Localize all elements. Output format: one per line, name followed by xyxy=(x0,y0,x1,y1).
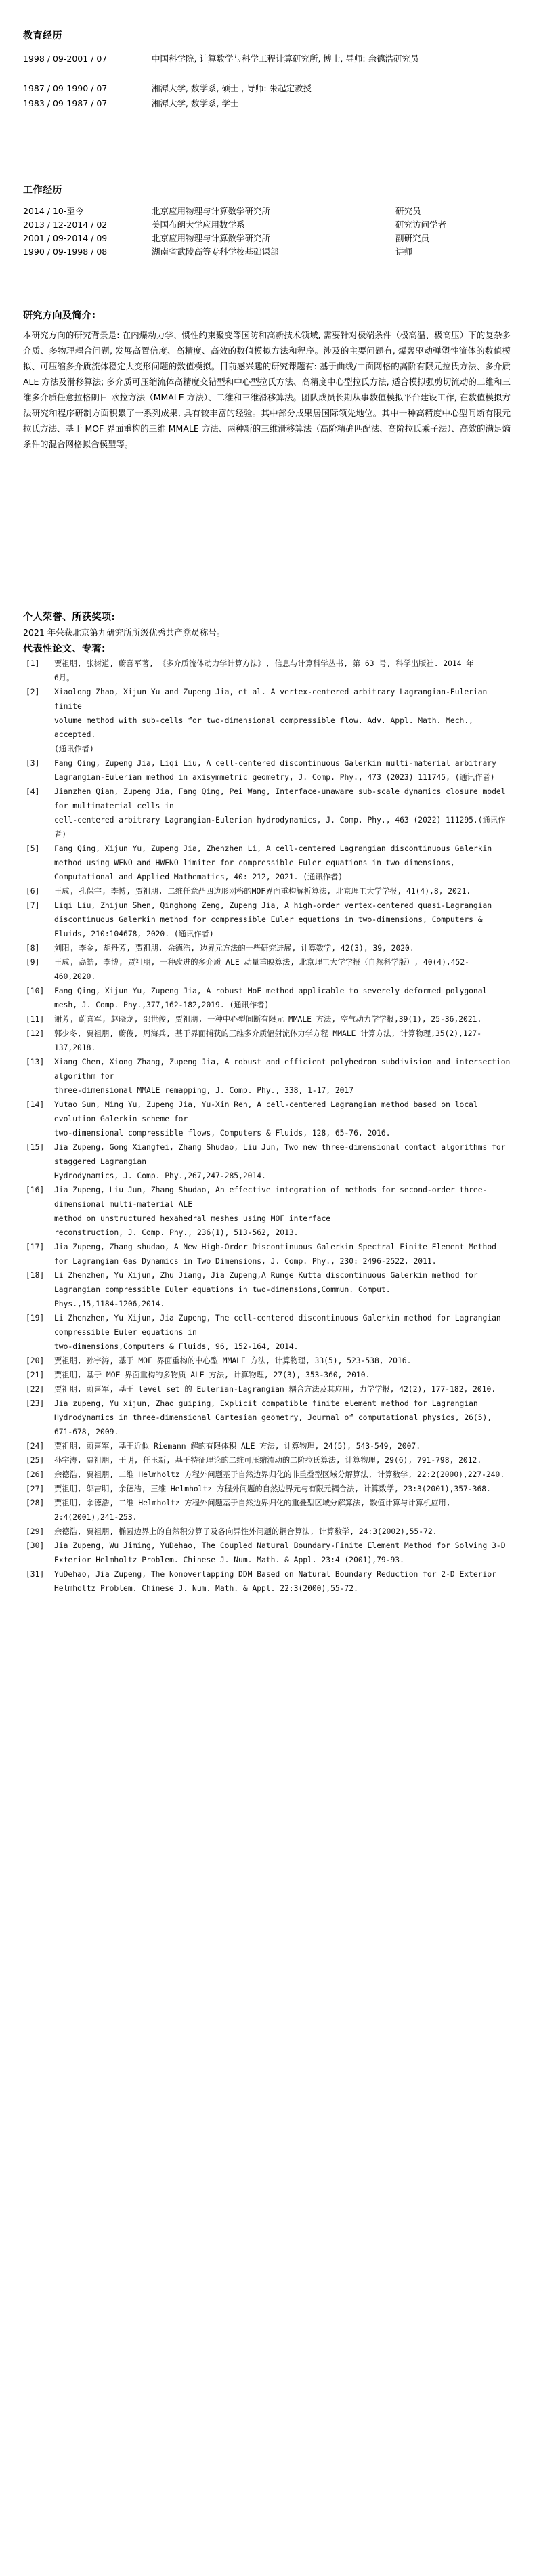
honors-section xyxy=(23,610,511,1596)
publication-text: 贾祖朋, 邬吉明, 余德浩, 三维 Helmholtz 方程外问题的自然边界元与有限元耦合法, 计算数学, 23:3(2001),357-368. xyxy=(54,1484,491,1493)
publication-item: [8] 刘阳, 李金, 胡丹芳, 贾祖朋, 余德浩, 边界元方法的一些研究进展, 计算数学, 42(3), 39, 2020. xyxy=(23,941,511,955)
publication-text: Fang Qing, Zupeng Jia, Liqi Liu, A cell-centered discontinuous Galerkin multi-material arbitrary Lagrangian-Eulerian method in axisymmetric geometry, J. Comp. Phy., 473 (2023) 111745, (通讯作者) xyxy=(54,759,501,782)
publication-item: [5] Fang Qing, Xijun Yu, Zupeng Jia, Zhenzhen Li, A cell-centered Lagrangian discontinuous Galerkin method using WENO and HWENO limiter for compressible Euler equations in two dimensions, Computational and Applied Mathematics, 40: 212, 2021. (通讯作者) xyxy=(23,842,511,884)
work-row xyxy=(23,232,511,245)
work-row xyxy=(23,205,511,218)
publication-text: 王成, 孔保宇, 李博, 贾祖朋, 二维任意凸四边形网格的MOF界面重构解析算法, 北京理工大学学报, 41(4),8, 2021. xyxy=(54,887,471,896)
publication-text: 贾祖朋, 蔚喜军, 基于 level set 的 Eulerian-Lagrangian 耦合方法及其应用, 力学学报, 42(2), 177-182, 2010. xyxy=(54,1385,496,1394)
publication-item: [2] Xiaolong Zhao, Xijun Yu and Zupeng Jia, et al. A vertex-centered arbitrary Lagrangian-Eulerian finite volume method with sub-cells for two-dimensional compressible flow. Adv. Appl. Math. Mech., accepted. (通讯作者) xyxy=(23,685,511,756)
publication-item: [11] 谢芳, 蔚喜军, 赵晓龙, 邵世俊, 贾祖朋, 一种中心型间断有限元 MMALE 方法, 空气动力学学报,39(1), 25-36,2021. xyxy=(23,1012,511,1026)
publication-item: [20] 贾祖朋, 孙宇涛, 基于 MOF 界面重构的中心型 MMALE 方法, 计算物理, 33(5), 523-538, 2016. xyxy=(23,1354,511,1368)
publication-text: Jia Zupeng, Liu Jun, Zhang Shudao, An effective integration of methods for second-order three-dimensional multi-material ALE method on unstructured hexahedral meshes using MOF interface reconstruction, J. Comp. Phy., 236(1), 513-562, 2013. xyxy=(54,1186,488,1237)
education-row xyxy=(23,51,511,81)
work-row xyxy=(23,245,511,259)
publication-item: [29] 余德浩, 贾祖朋, 椭圆边界上的自然积分算子及各向异性外问题的耦合算法, 计算数学, 24:3(2002),55-72. xyxy=(23,1524,511,1539)
publication-item: [1] 贾祖朋, 张树道, 蔚喜军著, 《多介质流体动力学计算方法》, 信息与计算科学丛书, 第 63 号, 科学出版社. 2014 年 6月。 xyxy=(23,657,511,685)
publication-text: Li Zhenzhen, Yu Xijun, Jia Zupeng, The cell-centered discontinuous Galerkin method for Lagrangian compressible Euler equations in two-dimensions,Computers & Fluids, 96, 152-164, 2014. xyxy=(54,1314,501,1351)
publication-text: 余德浩, 贾祖朋, 二维 Helmholtz 方程外问题基于自然边界归化的非重叠型区域分解算法, 计算数学, 22:2(2000),227-240. xyxy=(54,1470,505,1479)
work-date: 1990 / 09-1998 / 08 xyxy=(23,247,108,257)
work-org: 北京应用物理与计算数学研究所 xyxy=(152,233,271,243)
publication-item: [19] Li Zhenzhen, Yu Xijun, Jia Zupeng, The cell-centered discontinuous Galerkin method for Lagrangian compressible Euler equations in two-dimensions,Computers & Fluids, 96, 152-164, 2014. xyxy=(23,1311,511,1354)
publication-item: [7] Liqi Liu, Zhijun Shen, Qinghong Zeng, Zupeng Jia, A high-order vertex-centered quasi-Lagrangian discontinuous Galerkin method for compressible Euler equations in two-dimensions, Computers & Fluids, 210:104678, 2020. (通讯作者) xyxy=(23,898,511,941)
publication-text: 刘阳, 李金, 胡丹芳, 贾祖朋, 余德浩, 边界元方法的一些研究进展, 计算数学, 42(3), 39, 2020. xyxy=(54,944,414,953)
publication-text: 谢芳, 蔚喜军, 赵晓龙, 邵世俊, 贾祖朋, 一种中心型间断有限元 MMALE 方法, 空气动力学学报,39(1), 25-36,2021. xyxy=(54,1015,482,1024)
publication-text: Jia Zupeng, Wu Jiming, YuDehao, The Coupled Natural Boundary-Finite Element Method for Solving 3-D Exterior Helmholtz Problem. Chinese J. Num. Math. & Appl. 23:4 (2001),79-93. xyxy=(54,1541,511,1564)
publication-item: [31] YuDehao, Jia Zupeng, The Nonoverlapping DDM Based on Natural Boundary Reduction for 2-D Exterior Helmholtz Problem. Chinese J. Num. Math. & Appl. 22:3(2000),55-72. xyxy=(23,1567,511,1596)
publication-text: Jianzhen Qian, Zupeng Jia, Fang Qing, Pei Wang, Interface-unaware sub-scale dynamics closure model for multimaterial cells in cell-centered arbitrary Lagrangian-Eulerian hydrodynamics, J. Comp. Phy., 463 (2022) 111295.(通讯作者) xyxy=(54,787,506,839)
publication-item: [3] Fang Qing, Zupeng Jia, Liqi Liu, A cell-centered discontinuous Galerkin multi-material arbitrary Lagrangian-Eulerian method in axisymmetric geometry, J. Comp. Phy., 473 (2023) 111745, (通讯作者) xyxy=(23,756,511,785)
publication-text: 郭少冬, 贾祖朋, 蔚俊, 周海兵, 基于界面捕获的三维多介质辐射流体力学方程 MMALE 计算方法, 计算物理,35(2),127-137,2018. xyxy=(54,1029,482,1052)
publication-item: [21] 贾祖朋, 基于 MOF 界面重构的多物质 ALE 方法, 计算物理, 27(3), 353-360, 2010. xyxy=(23,1368,511,1382)
publication-item: [15] Jia Zupeng, Gong Xiangfei, Zhang Shudao, Liu Jun, Two new three-dimensional contact algorithms for staggered Lagrangian Hydrodynamics, J. Comp. Phy.,267,247-285,2014. xyxy=(23,1140,511,1183)
education-row xyxy=(23,96,511,111)
work-org: 湖南省武陵高等专科学校基础课部 xyxy=(152,247,279,257)
education-text: 中国科学院, 计算数学与科学工程计算研究所, 博士, 导师: 余德浩研究员 xyxy=(152,54,419,64)
publication-item: [23] Jia zupeng, Yu xijun, Zhao guiping, Explicit compatible finite element method for Lagrangian Hydrodynamics in three-dimensional Cartesian geometry, Journal of computational physics, 26(5), 671-678, 2009. xyxy=(23,1396,511,1439)
publication-item: [22] 贾祖朋, 蔚喜军, 基于 level set 的 Eulerian-Lagrangian 耦合方法及其应用, 力学学报, 42(2), 177-182, 2010. xyxy=(23,1382,511,1396)
education-row xyxy=(23,81,511,96)
publication-item: [12] 郭少冬, 贾祖朋, 蔚俊, 周海兵, 基于界面捕获的三维多介质辐射流体力学方程 MMALE 计算方法, 计算物理,35(2),127-137,2018. xyxy=(23,1026,511,1055)
work-date: 2013 / 12-2014 / 02 xyxy=(23,220,108,230)
publications-title: 代表性论文、专著: xyxy=(23,644,106,655)
publication-text: Yutao Sun, Ming Yu, Zupeng Jia, Yu-Xin Ren, A cell-centered Lagrangian method based on local evolution Galerkin scheme for two-dimensional compressible flows, Computers & Fluids, 128, 65-76, 2016. xyxy=(54,1100,478,1138)
publication-text: Jia Zupeng, Gong Xiangfei, Zhang Shudao, Liu Jun, Two new three-dimensional contact algorithms for staggered Lagrangian Hydrodynamics, J. Comp. Phy.,267,247-285,2014. xyxy=(54,1143,506,1180)
work-title: 工作经历 xyxy=(23,185,62,196)
work-role: 副研究员 xyxy=(395,233,430,243)
publication-item: [16] Jia Zupeng, Liu Jun, Zhang Shudao, An effective integration of methods for second-order three-dimensional multi-material ALE method on unstructured hexahedral meshes using MOF interface reconstruction, J. Comp. Phy., 236(1), 513-562, 2013. xyxy=(23,1183,511,1240)
publication-text: Liqi Liu, Zhijun Shen, Qinghong Zeng, Zupeng Jia, A high-order vertex-centered quasi-Lagrangian discontinuous Galerkin method for compressible Euler equations in two-dimensions, Computers & Fluids, 210:104678, 2020. (通讯作者) xyxy=(54,901,496,938)
publication-text: 王成, 高皓, 李博, 贾祖朋, 一种改进的多介质 ALE 动量重映算法, 北京理工大学学报（自然科学版）, 40(4),452-460,2020. xyxy=(54,958,469,981)
publication-item: [17] Jia Zupeng, Zhang shudao, A New High-Order Discontinuous Galerkin Spectral Finite Element Method for Lagrangian Gas Dynamics in Two Dimensions, J. Comp. Phy., 230: 2496-2522, 2011. xyxy=(23,1240,511,1268)
publication-text: 余德浩, 贾祖朋, 椭圆边界上的自然积分算子及各向异性外问题的耦合算法, 计算数学, 24:3(2002),55-72. xyxy=(54,1527,437,1536)
publication-text: Fang Qing, Xijun Yu, Zupeng Jia, Zhenzhen Li, A cell-centered Lagrangian discontinuous Galerkin method using WENO and HWENO limiter for compressible Euler equations in two dimensions, Computational and Applied Mathematics, 40: 212, 2021. (通讯作者) xyxy=(54,844,496,881)
publication-item: [6] 王成, 孔保宇, 李博, 贾祖朋, 二维任意凸四边形网格的MOF界面重构解析算法, 北京理工大学学报, 41(4),8, 2021. xyxy=(23,884,511,898)
publication-item: [24] 贾祖朋, 蔚喜军, 基于近似 Riemann 解的有限体积 ALE 方法, 计算物理, 24(5), 543-549, 2007. xyxy=(23,1439,511,1453)
publication-item: [10] Fang Qing, Xijun Yu, Zupeng Jia, A robust MoF method applicable to severely deformed polygonal mesh, J. Comp. Phy.,377,162-182,2019. (通讯作者) xyxy=(23,984,511,1012)
publication-item: [30] Jia Zupeng, Wu Jiming, YuDehao, The Coupled Natural Boundary-Finite Element Method for Solving 3-D Exterior Helmholtz Problem. Chinese J. Num. Math. & Appl. 23:4 (2001),79-93. xyxy=(23,1539,511,1567)
work-org: 北京应用物理与计算数学研究所 xyxy=(152,206,271,216)
research-section xyxy=(23,308,511,452)
work-role: 研究访问学者 xyxy=(395,220,447,230)
publication-item: [28] 贾祖朋, 余德浩, 二维 Helmholtz 方程外问题基于自然边界归化的重叠型区域分解算法, 数值计算与计算机应用, 2:4(2001),241-253. xyxy=(23,1496,511,1524)
work-date: 2001 / 09-2014 / 09 xyxy=(23,233,108,243)
publication-item: [9] 王成, 高皓, 李博, 贾祖朋, 一种改进的多介质 ALE 动量重映算法, 北京理工大学学报（自然科学版）, 40(4),452-460,2020. xyxy=(23,955,511,984)
work-section xyxy=(23,183,511,259)
work-role: 讲师 xyxy=(395,247,413,257)
publication-item: [14] Yutao Sun, Ming Yu, Zupeng Jia, Yu-Xin Ren, A cell-centered Lagrangian method based on local evolution Galerkin scheme for two-dimensional compressible flows, Computers & Fluids, 128, 65-76, 2016. xyxy=(23,1098,511,1140)
honors-title: 个人荣誉、所获奖项: xyxy=(23,612,116,623)
publication-text: Jia Zupeng, Zhang shudao, A New High-Order Discontinuous Galerkin Spectral Finite Element Method for Lagrangian Gas Dynamics in Two Dimensions, J. Comp. Phy., 230: 2496-2522, 2011. xyxy=(54,1243,501,1266)
research-title: 研究方向及简介: xyxy=(23,310,96,321)
work-org: 美国布朗大学应用数学系 xyxy=(152,220,245,230)
publication-text: Jia zupeng, Yu xijun, Zhao guiping, Explicit compatible finite element method for Lagrangian Hydrodynamics in three-dimensional Cartesian geometry, Journal of computational physics, 26(5), 671-678, 2009. xyxy=(54,1399,496,1436)
education-title: 教育经历 xyxy=(23,30,62,41)
publication-text: Li Zhenzhen, Yu Xijun, Zhu Jiang, Jia Zupeng,A Runge Kutta discontinuous Galerkin method for Lagrangian compressible Euler equations in two-dimensions,Commun. Comput. Phys.,15,1184-1206,2014. xyxy=(54,1271,478,1308)
education-text: 湘潭大学, 数学系, 硕士 , 导师: 朱起定教授 xyxy=(152,83,312,94)
publication-item: [13] Xiang Chen, Xiong Zhang, Zupeng Jia, A robust and efficient polyhedron subdivision and intersection algorithm for three-dimensional MMALE remapping, J. Comp. Phy., 338, 1-17, 2017 xyxy=(23,1055,511,1098)
publication-text: YuDehao, Jia Zupeng, The Nonoverlapping DDM Based on Natural Boundary Reduction for 2-D Exterior Helmholtz Problem. Chinese J. Num. Math. & Appl. 22:3(2000),55-72. xyxy=(54,1570,501,1593)
education-date: 1987 / 09-1990 / 07 xyxy=(23,83,108,94)
work-date: 2014 / 10-至今 xyxy=(23,206,84,216)
publication-item: [26] 余德浩, 贾祖朋, 二维 Helmholtz 方程外问题基于自然边界归化的非重叠型区域分解算法, 计算数学, 22:2(2000),227-240. xyxy=(23,1468,511,1482)
education-text: 湘潭大学, 数学系, 学士 xyxy=(152,98,239,108)
publication-text: 孙宇涛, 贾祖朋, 于明, 任玉新, 基于特征理论的二维可压缩流动的二阶拉氏算法, 计算物理, 29(6), 791-798, 2012. xyxy=(54,1456,482,1465)
education-date: 1983 / 09-1987 / 07 xyxy=(23,98,108,108)
publication-text: 贾祖朋, 张树道, 蔚喜军著, 《多介质流体动力学计算方法》, 信息与计算科学丛书, 第 63 号, 科学出版社. 2014 年 6月。 xyxy=(54,659,474,682)
work-role: 研究员 xyxy=(395,206,421,216)
education-date: 1998 / 09-2001 / 07 xyxy=(23,54,108,64)
publication-text: 贾祖朋, 余德浩, 二维 Helmholtz 方程外问题基于自然边界归化的重叠型区域分解算法, 数值计算与计算机应用, 2:4(2001),241-253. xyxy=(54,1499,456,1522)
honors-text: 2021 年荣获北京第九研究所所级优秀共产党员称号。 xyxy=(23,627,225,638)
publication-text: Fang Qing, Xijun Yu, Zupeng Jia, A robust MoF method applicable to severely deformed polygonal mesh, J. Comp. Phy.,377,162-182,2019. (通讯作者) xyxy=(54,986,492,1010)
publication-text: 贾祖朋, 蔚喜军, 基于近似 Riemann 解的有限体积 ALE 方法, 计算物理, 24(5), 543-549, 2007. xyxy=(54,1442,421,1451)
publication-text: Xiaolong Zhao, Xijun Yu and Zupeng Jia, et al. A vertex-centered arbitrary Lagrangian-Eulerian finite volume method with sub-cells for two-dimensional compressible flow. Adv. Appl. Math. Mech., accepted. (通讯作者) xyxy=(54,688,488,753)
publication-item: [25] 孙宇涛, 贾祖朋, 于明, 任玉新, 基于特征理论的二维可压缩流动的二阶拉氏算法, 计算物理, 29(6), 791-798, 2012. xyxy=(23,1453,511,1468)
publication-item: [27] 贾祖朋, 邬吉明, 余德浩, 三维 Helmholtz 方程外问题的自然边界元与有限元耦合法, 计算数学, 23:3(2001),357-368. xyxy=(23,1482,511,1496)
publication-item: [4] Jianzhen Qian, Zupeng Jia, Fang Qing, Pei Wang, Interface-unaware sub-scale dynamics closure model for multimaterial cells in cell-centered arbitrary Lagrangian-Eulerian hydrodynamics, J. Comp. Phy., 463 (2022) 111295.(通讯作者) xyxy=(23,785,511,842)
publication-list xyxy=(23,657,511,1596)
publication-text: 贾祖朋, 基于 MOF 界面重构的多物质 ALE 方法, 计算物理, 27(3), 353-360, 2010. xyxy=(54,1371,370,1379)
publication-text: Xiang Chen, Xiong Zhang, Zupeng Jia, A robust and efficient polyhedron subdivision and intersection algorithm for three-dimensional MMALE remapping, J. Comp. Phy., 338, 1-17, 2017 xyxy=(54,1058,511,1095)
work-row xyxy=(23,218,511,232)
publication-item: [18] Li Zhenzhen, Yu Xijun, Zhu Jiang, Jia Zupeng,A Runge Kutta discontinuous Galerkin method for Lagrangian compressible Euler equations in two-dimensions,Commun. Comput. Phys.,15,1184-1206,2014. xyxy=(23,1268,511,1311)
education-section xyxy=(23,28,511,111)
research-text: 本研究方向的研究背景是: 在内爆动力学、惯性约束聚变等国防和高新技术领域, 需要针对极端条件（极高温、极高压）下的复杂多介质、多物理耦合问题, 发展高置信度、高精度、高效的数值模拟方法和程序。涉及的主要问题有, 爆轰驱动弹塑性流体的数值模拟、可压缩多介质流体稳定大变形问题的数值模拟。目前感兴趣的研究课题有: 基于曲线/曲面网格的高阶有限元拉氏方法、多介质 ALE 方法及滑移算法; 多介质可压缩流体高精度交错型和中心型拉氏方法、高精度中心型拉氏方法, 适合模拟强剪切流动的二维和三维多介质任意拉格朗日-欧拉方法（MMALE 方法）、二维和三维滑移算法。团队成员长期从事数值模拟平台建设工作, 在数值模拟方法研究和程序研制方面积累了一系列成果, 具有较丰富的经验。其中部分成果居国际领先地位。其中一种高精度中心型间断有限元拉氏方法、基于 MOF 界面重构的三维 MMALE 方法、两种新的三维滑移算法（高阶精确匹配法、高阶拉氏乘子法）、高效的满足熵条件的混合网格拟合模型等。 xyxy=(23,330,511,449)
publication-text: 贾祖朋, 孙宇涛, 基于 MOF 界面重构的中心型 MMALE 方法, 计算物理, 33(5), 523-538, 2016. xyxy=(54,1356,412,1365)
